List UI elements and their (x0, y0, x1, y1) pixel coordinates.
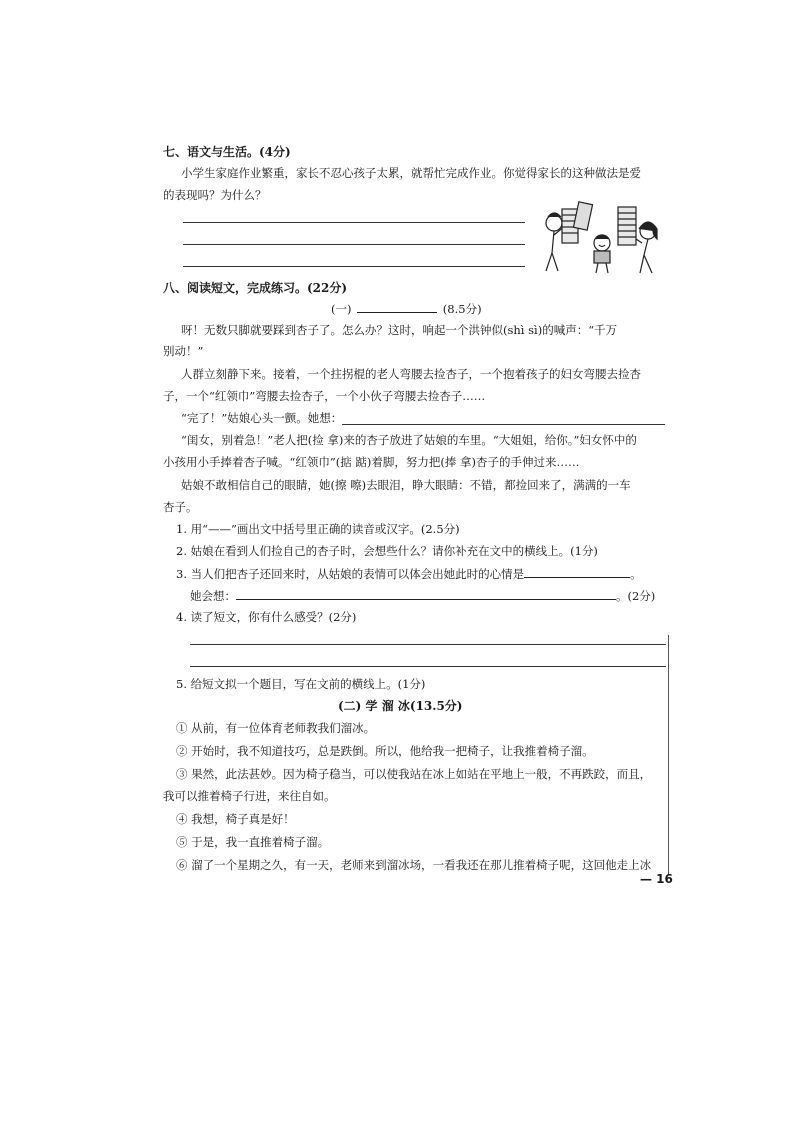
passage1-para2-line2: 子，一个“红领巾”弯腰去捡杏子，一个小伙子弯腰去捡杏子…… (163, 389, 486, 403)
q4-answer-line[interactable] (190, 644, 666, 645)
answer-line[interactable] (183, 266, 525, 267)
passage2-sentence-1: ① 从前，有一位体育老师教我们溜冰。 (176, 721, 376, 735)
q3-mood-blank[interactable] (524, 565, 630, 578)
question-5: 5. 给短文拟一个题目，写在文前的横线上。(1分) (176, 677, 426, 691)
passage1-para4-line2: 小孩用小手捧着杏子喊。“红领巾”(掂 踮)着脚，努力把(捧 拿)杏子的手伸过来…… (163, 455, 580, 469)
passage2-sentence-3-line2: 我可以推着椅子行进，来往自如。 (163, 789, 336, 803)
question-3-line1 (176, 565, 642, 582)
passage1-para1-line1: 呀！无数只脚就要踩到杏子了。怎么办？这时，响起一个洪钟似(shì sì)的喊声：“千万 (181, 323, 618, 337)
parents-homework-illustration (538, 201, 666, 276)
q3-thought-blank[interactable] (236, 587, 616, 600)
passage1-title-blank[interactable] (357, 300, 437, 313)
question-1: 1. 用“——”画出文中括号里正确的读音或汉字。(2.5分) (176, 522, 460, 536)
question-3-end: 。 (630, 567, 642, 581)
passage1-para1-line2: 别动！” (163, 344, 204, 358)
page-number: — 16 (640, 872, 673, 886)
section8-heading: 八、阅读短文，完成练习。(22分) (163, 281, 348, 295)
passage2-sentence-2: ② 开始时，我不知道技巧，总是跌倒。所以，他给我一把椅子，让我推着椅子溜。 (176, 744, 594, 758)
page-margin-line (668, 635, 669, 875)
question-3-line2 (190, 587, 655, 604)
section7-text-line1: 小学生家庭作业繁重，家长不忍心孩子太累，就帮忙完成作业。你觉得家长的这种做法是爱 (181, 166, 641, 180)
question-2: 2. 姑娘在看到人们捡自己的杏子时，会想些什么？请你补充在文中的横线上。(1分) (176, 544, 598, 558)
section7-heading: 七、语文与生活。(4分) (163, 145, 291, 159)
answer-line[interactable] (183, 244, 525, 245)
passage2-sentence-6: ⑥ 溜了一个星期之久，有一天，老师来到溜冰场，一看我还在那儿推着椅子呢，这回他走上冰 (176, 858, 652, 872)
passage2-sentence-3-line1: ③ 果然，此法甚妙。因为椅子稳当，可以使我站在冰上如站在平地上一般，不再跌跤，而且， (176, 767, 652, 781)
passage1-para5-line1: 姑娘不敢相信自己的眼睛，她(擦 嚓)去眼泪，睁大眼睛：不错，都捡回来了，满满的一车 (181, 478, 631, 492)
question-3b-end: 。(2分) (616, 589, 656, 603)
passage2-sentence-5: ⑤ 于是，我一直推着椅子溜。 (176, 835, 330, 849)
passage2-title: (二) 学 溜 冰(13.5分) (338, 699, 463, 713)
question-3b-text: 她会想： (190, 589, 236, 603)
passage1-para5-line2: 杏子。 (163, 500, 198, 514)
section7-text-line2: 的表现吗？为什么？ (163, 188, 267, 202)
passage1-title-prefix: (一) (331, 302, 352, 316)
q4-answer-line[interactable] (190, 666, 666, 667)
passage2-sentence-4: ④ 我想，椅子真是好！ (176, 812, 295, 826)
passage1-para4-line1: “闺女，别着急！”老人把(捡 拿)来的杏子放进了姑娘的车里。“大姐姐，给你。”妇女怀中的 (181, 433, 637, 447)
q2-answer-line[interactable] (342, 424, 665, 425)
answer-line[interactable] (183, 222, 525, 223)
passage1-title (331, 300, 482, 317)
question-4: 4. 读了短文，你有什么感受？(2分) (176, 610, 357, 624)
passage1-para2-line1: 人群立刻静下来。接着，一个拄拐棍的老人弯腰去捡杏子，一个抱着孩子的妇女弯腰去捡杏 (181, 367, 641, 381)
passage1-title-points: (8.5分) (442, 302, 482, 316)
passage1-para3: “完了！”姑娘心头一颤。她想： (181, 411, 343, 425)
question-3-text: 3. 当人们把杏子还回来时，从姑娘的表情可以体会出她此时的心情是 (176, 567, 525, 581)
